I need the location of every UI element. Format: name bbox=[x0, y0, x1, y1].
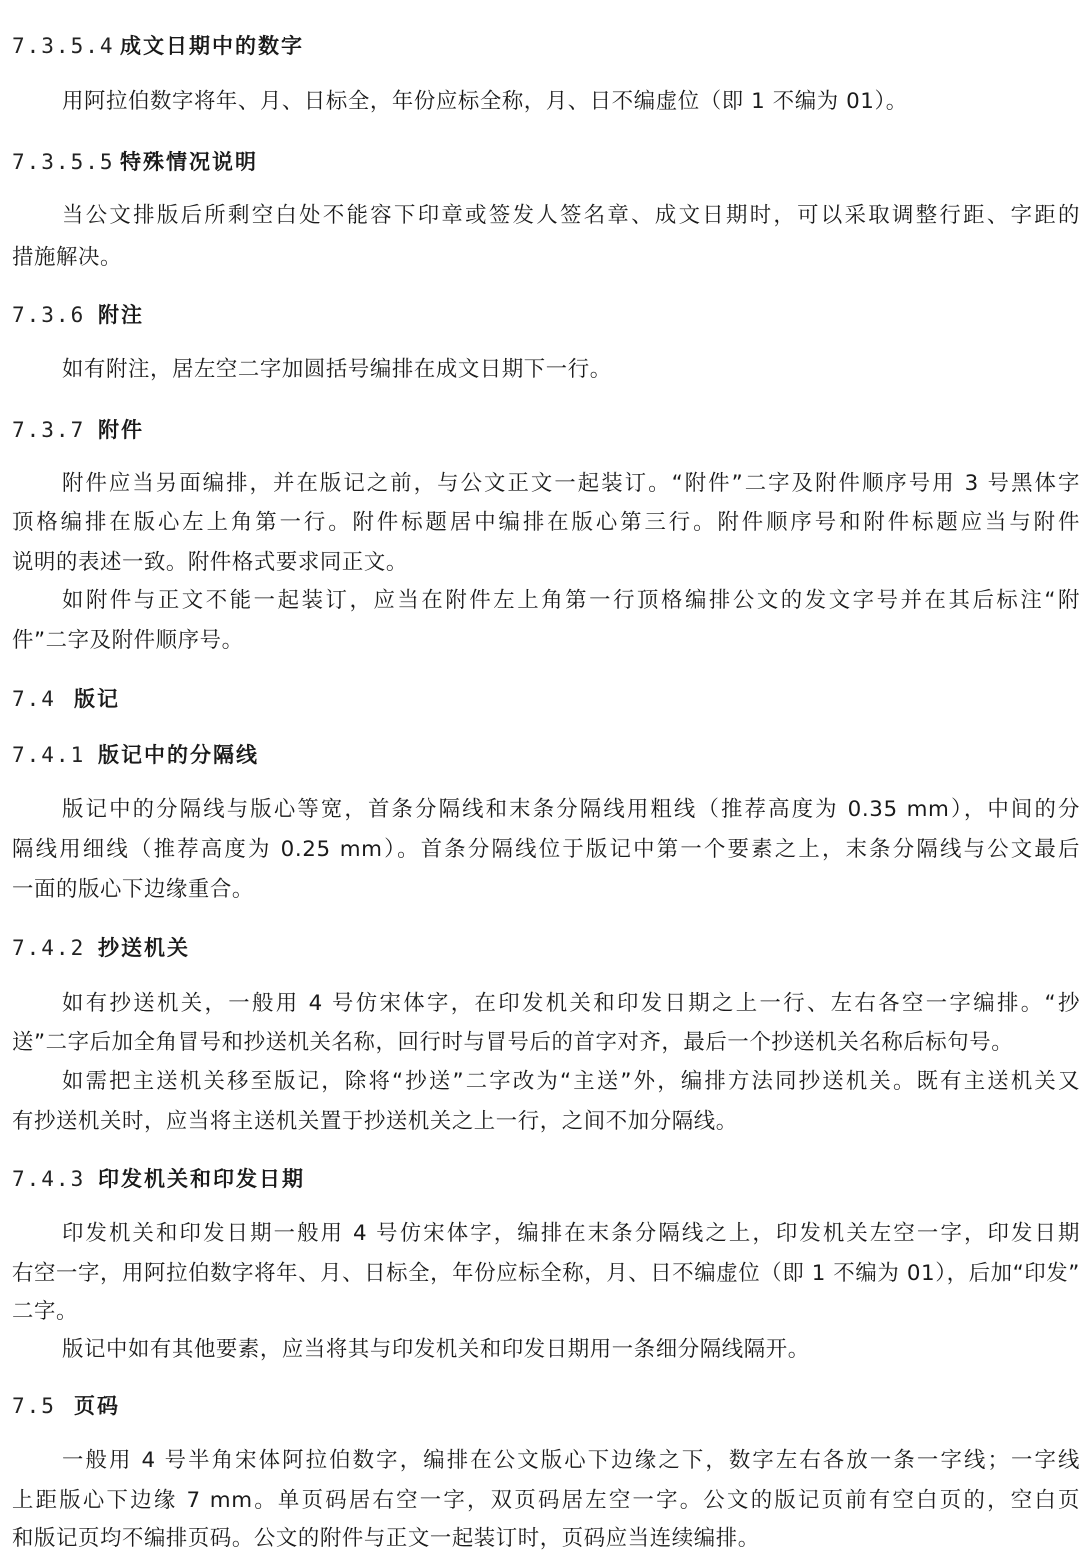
section-number: 7.3.5.5 bbox=[12, 150, 115, 174]
section-number: 7.3.7 bbox=[12, 418, 86, 442]
section-title: 版记 bbox=[74, 687, 120, 711]
section-number: 7.4.3 bbox=[12, 1167, 86, 1191]
paragraph-line: 二字。 bbox=[12, 1299, 78, 1324]
section-number: 7.5 bbox=[12, 1394, 56, 1418]
section-title: 附件 bbox=[98, 418, 144, 442]
paragraph-line: 顶格编排在版心左上角第一行。附件标题居中编排在版心第三行。附件顺序号和附件标题应当与附件 bbox=[12, 510, 1080, 535]
paragraph-line: 隔线用细线（推荐高度为 0.25 mm）。首条分隔线位于版记中第一个要素之上，末条分隔线与公文最后 bbox=[12, 837, 1080, 862]
paragraph-line: 有抄送机关时，应当将主送机关置于抄送机关之上一行，之间不加分隔线。 bbox=[12, 1109, 738, 1134]
paragraph-line: 当公文排版后所剩空白处不能容下印章或签发人签名章、成文日期时，可以采取调整行距、字距的 bbox=[62, 203, 1080, 228]
section-number: 7.4 bbox=[12, 687, 56, 711]
paragraph-line: 措施解决。 bbox=[12, 245, 122, 270]
section-title: 页码 bbox=[74, 1394, 120, 1418]
paragraph-line: 印发机关和印发日期一般用 4 号仿宋体字，编排在末条分隔线之上，印发机关左空一字，印发日期 bbox=[62, 1221, 1080, 1246]
section-number: 7.4.1 bbox=[12, 743, 86, 767]
paragraph-line: 上距版心下边缘 7 mm。单页码居右空一字，双页码居左空一字。公文的版记页前有空白页的，空白页 bbox=[12, 1488, 1080, 1513]
paragraph-line: 送”二字后加全角冒号和抄送机关名称，回行时与冒号后的首字对齐，最后一个抄送机关名称后标句号。 bbox=[12, 1030, 1014, 1055]
paragraph-line: 版记中如有其他要素，应当将其与印发机关和印发日期用一条细分隔线隔开。 bbox=[62, 1337, 810, 1362]
paragraph-line: 一面的版心下边缘重合。 bbox=[12, 877, 254, 902]
paragraph-line: 说明的表述一致。附件格式要求同正文。 bbox=[12, 550, 408, 575]
section-title: 抄送机关 bbox=[98, 936, 190, 960]
section-title: 特殊情况说明 bbox=[120, 150, 258, 174]
paragraph-line: 版记中的分隔线与版心等宽，首条分隔线和末条分隔线用粗线（推荐高度为 0.35 mm），中间的分 bbox=[62, 797, 1080, 822]
paragraph-line: 如附件与正文不能一起装订，应当在附件左上角第一行顶格编排公文的发文字号并在其后标注“附 bbox=[62, 588, 1080, 613]
section-number: 7.4.2 bbox=[12, 936, 86, 960]
paragraph-line: 如有附注，居左空二字加圆括号编排在成文日期下一行。 bbox=[62, 357, 612, 382]
section-title: 成文日期中的数字 bbox=[120, 34, 304, 58]
section-title: 附注 bbox=[98, 303, 144, 327]
section-number: 7.3.5.4 bbox=[12, 34, 115, 58]
paragraph-line: 如有抄送机关，一般用 4 号仿宋体字，在印发机关和印发日期之上一行、左右各空一字编排。“抄 bbox=[62, 991, 1080, 1016]
paragraph-line: 一般用 4 号半角宋体阿拉伯数字，编排在公文版心下边缘之下，数字左右各放一条一字线；一字线 bbox=[62, 1448, 1080, 1473]
paragraph-line: 如需把主送机关移至版记，除将“抄送”二字改为“主送”外，编排方法同抄送机关。既有主送机关又 bbox=[62, 1069, 1080, 1094]
paragraph-line: 用阿拉伯数字将年、月、日标全，年份应标全称，月、日不编虚位（即 1 不编为 01）。 bbox=[62, 89, 908, 114]
section-title: 版记中的分隔线 bbox=[98, 743, 259, 767]
paragraph-line: 附件应当另面编排，并在版记之前，与公文正文一起装订。“附件”二字及附件顺序号用 3 号黑体字 bbox=[62, 471, 1080, 496]
section-title: 印发机关和印发日期 bbox=[98, 1167, 305, 1191]
paragraph-line: 右空一字，用阿拉伯数字将年、月、日标全，年份应标全称，月、日不编虚位（即 1 不编为 01），后加“印发” bbox=[12, 1261, 1080, 1286]
paragraph-line: 和版记页均不编排页码。公文的附件与正文一起装订时，页码应当连续编排。 bbox=[12, 1526, 760, 1551]
paragraph-line: 件”二字及附件顺序号。 bbox=[12, 628, 244, 653]
section-number: 7.3.6 bbox=[12, 303, 86, 327]
